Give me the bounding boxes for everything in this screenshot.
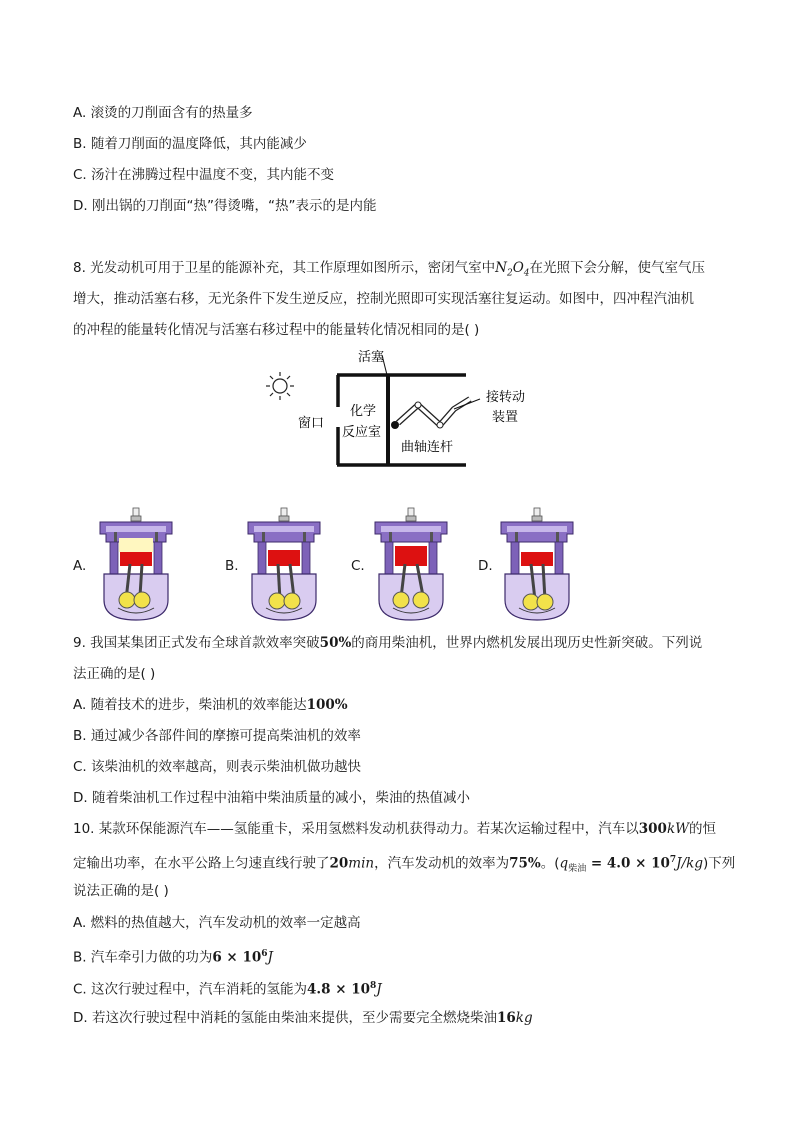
formula-n2o4: $N_2O_4$	[495, 260, 530, 279]
engine-b-image	[244, 508, 324, 624]
q10-option-a: A. 燃料的热值越大，汽车发动机的效率一定越高	[73, 915, 361, 931]
engine-option-b[interactable]	[222, 508, 352, 624]
q10-option-b: B. 汽车牵引力做的功为$6 \times 10^6J$	[73, 949, 273, 966]
q10-stem-line2: 定输出功率，在水平公路上匀速直线行驶了20min，汽车发动机的效率为75%。$(q_{柴油} = 4.0 \times 10^7J/kg)$下列	[73, 855, 736, 875]
engine-option-b-label: B.	[225, 558, 239, 574]
engine-d-image	[497, 508, 577, 624]
q9-stem-line2: 法正确的是( )	[73, 666, 156, 682]
label-crank: 曲轴连杆	[401, 440, 454, 455]
q7-option-b: B. 随着刀削面的温度降低，其内能减少	[73, 136, 307, 152]
q10-stem-line3: 说法正确的是( )	[73, 883, 169, 899]
q10-option-c: C. 这次行驶过程中，汽车消耗的氢能为$4.8 \times 10^8J$	[73, 981, 382, 998]
q8-stem-line2: 增大，推动活塞右移，无光条件下发生逆反应，控制光照即可实现活塞往复运动。如图中，四冲程汽油机	[73, 291, 694, 307]
light-engine-diagram	[258, 345, 526, 475]
label-chem-1: 化学	[350, 404, 377, 419]
q9-option-b: B. 通过减少各部件间的摩擦可提高柴油机的效率	[73, 728, 361, 744]
q9-option-a: A. 随着技术的进步，柴油机的效率能达100%	[73, 697, 348, 713]
label-conn-1: 接转动	[486, 390, 526, 405]
label-piston: 活塞	[358, 350, 385, 365]
q7-option-a: A. 滚烫的刀削面含有的热量多	[73, 105, 253, 121]
q8-stem-line1: 8. 光发动机可用于卫星的能源补充，其工作原理如图所示，密闭气室中$N_2O_4$在光照下会分解，使气室气压	[73, 260, 706, 279]
label-chem-2: 反应室	[342, 425, 382, 440]
engine-option-c[interactable]	[349, 508, 474, 624]
q8-stem-line3: 的冲程的能量转化情况与活塞右移过程中的能量转化情况相同的是( )	[73, 322, 480, 338]
engine-a-image	[96, 508, 176, 624]
label-conn-2: 装置	[492, 410, 519, 425]
q10-option-d: D. 若这次行驶过程中消耗的氢能由柴油来提供，至少需要完全燃烧柴油16kg	[73, 1010, 533, 1026]
engine-option-a-label: A.	[73, 558, 87, 574]
q7-option-d: D. 刚出锅的刀削面“热”得烫嘴，“热”表示的是内能	[73, 198, 377, 214]
engine-option-d[interactable]	[475, 508, 605, 624]
sun-icon	[266, 372, 294, 400]
q10-stem-line1: 10. 某款环保能源汽车——氢能重卡，采用氢燃料发动机获得动力。若某次运输过程中，汽车以300kW的恒	[73, 821, 717, 837]
q9-option-c: C. 该柴油机的效率越高，则表示柴油机做功越快	[73, 759, 362, 775]
engine-option-a[interactable]	[70, 508, 220, 624]
engine-c-image	[371, 508, 451, 624]
label-window: 窗口	[298, 416, 325, 431]
engine-option-d-label: D.	[478, 558, 493, 574]
piston	[386, 375, 390, 465]
engine-option-c-label: C.	[351, 558, 365, 574]
q9-stem-line1: 9. 我国某集团正式发布全球首款效率突破50%的商用柴油机，世界内燃机发展出现历史性新突破。下列说	[73, 635, 703, 651]
crank-rod	[391, 399, 470, 429]
q7-option-c: C. 汤汁在沸腾过程中温度不变，其内能不变	[73, 167, 335, 183]
q9-option-d: D. 随着柴油机工作过程中油箱中柴油质量的减小，柴油的热值减小	[73, 790, 470, 806]
